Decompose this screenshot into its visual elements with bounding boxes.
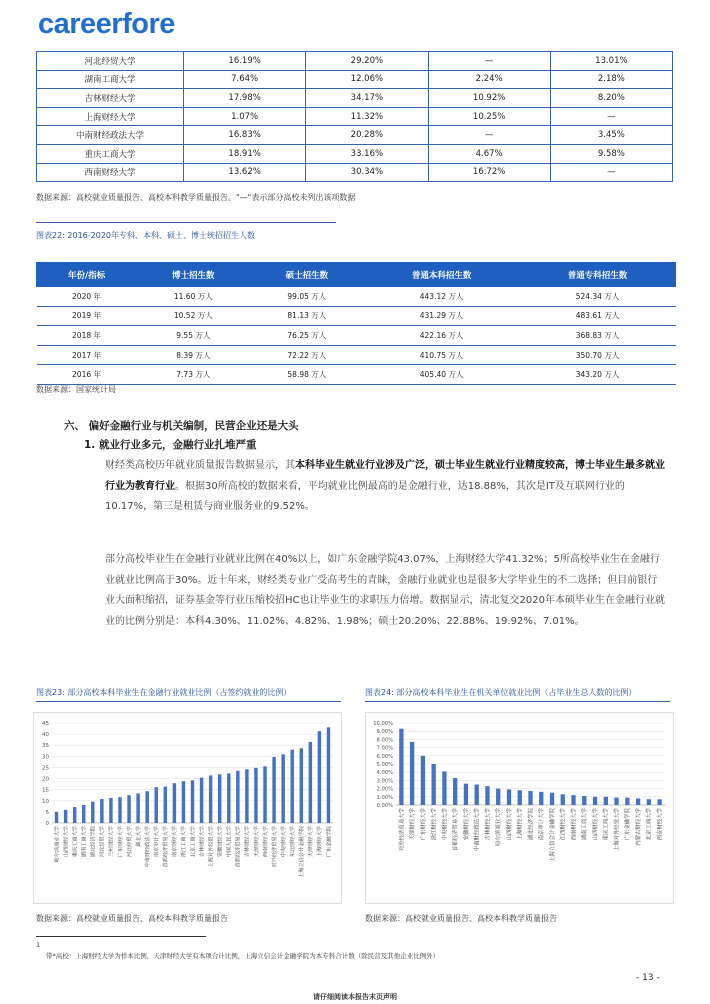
category-label: 北京工商大学: [646, 808, 653, 841]
bar: [453, 778, 457, 805]
value-cell: 2.18%: [550, 70, 672, 89]
category-label: 山西财经大学: [63, 826, 70, 858]
category-label: 对外经济贸易大学: [271, 826, 278, 868]
category-label: 安徽财经大学: [217, 826, 224, 858]
enrollment-cell: 343.20 万人: [520, 365, 676, 385]
y-tick-label: 35: [42, 743, 49, 750]
value-cell: 1.07%: [184, 107, 306, 126]
category-label: 河北经贸大学: [99, 826, 106, 858]
bar: [145, 791, 148, 823]
bar: [254, 768, 257, 823]
bar: [227, 773, 230, 823]
enrollment-cell: 7.73 万人: [137, 365, 251, 385]
value-cell: —: [428, 126, 550, 145]
bar: [410, 742, 414, 805]
bar: [73, 807, 76, 823]
caption-rule: [365, 701, 670, 702]
y-tick-label: 45: [42, 721, 49, 727]
y-tick-label: 6.00%: [376, 753, 393, 760]
category-label: 哈尔滨商业大学: [496, 808, 503, 846]
figure24-source: 数据来源：高校就业质量报告、高校本科教学质量报告: [365, 914, 557, 923]
category-label: 西安财经大学: [657, 808, 664, 841]
bar: [200, 778, 203, 823]
bar: [281, 754, 284, 823]
school-name-cell: 湖南工商大学: [37, 70, 184, 89]
bar: [236, 771, 239, 823]
careerfore-logo: careerfore: [38, 8, 175, 40]
bar: [496, 789, 500, 805]
bar: [571, 795, 575, 805]
table-row: [37, 163, 673, 182]
value-cell: 12.06%: [306, 70, 428, 89]
enrollment-table: [36, 262, 676, 385]
bar: [272, 757, 275, 823]
enrollment-cell: 368.83 万人: [520, 326, 676, 346]
category-label: 上海立信会计金融学院: [549, 808, 556, 862]
y-tick-label: 30: [42, 754, 49, 761]
category-label: 南京财经大学: [172, 826, 179, 858]
value-cell: 16.19%: [184, 52, 306, 71]
bar: [55, 812, 58, 823]
category-label: 中南财经政法大学: [144, 826, 151, 868]
bar: [109, 798, 112, 823]
bar: [636, 798, 640, 805]
category-label: 湖南工商大学: [582, 808, 589, 841]
category-label: 哈尔滨商业大学: [54, 826, 61, 863]
value-cell: —: [428, 52, 550, 71]
bar: [173, 783, 176, 823]
y-tick-label: 25: [42, 765, 49, 772]
figure22-source: 数据来源：国家统计局: [36, 385, 116, 394]
value-cell: 18.91%: [184, 144, 306, 163]
enrollment-cell: 58.98 万人: [250, 365, 364, 385]
figure23-caption: 图表23: 部分高校本科毕业生在金融行业就业比例（占签约就业的比例）: [36, 688, 292, 697]
bar: [614, 798, 618, 805]
enrollment-cell: 443.12 万人: [364, 287, 520, 307]
category-label: 河北经贸大学: [126, 826, 133, 858]
category-label: 重庆工商大学: [72, 826, 79, 858]
category-label: 吉林财经大学: [485, 808, 492, 841]
category-label: 上海财经大学: [517, 808, 524, 841]
bar: [464, 784, 468, 805]
bar: [182, 781, 185, 823]
y-tick-label: 5.00%: [376, 762, 393, 768]
y-tick-label: 7.00%: [376, 745, 393, 752]
value-cell: 9.58%: [550, 144, 672, 163]
category-label: 广东财经大学: [420, 808, 427, 841]
column-header: 硕士招生数: [250, 263, 364, 287]
category-label: 北京工商大学: [190, 826, 197, 858]
figure24-caption: 图表24: 部分高校本科毕业生在机关单位就业比例（占毕业生总人数的比例）: [365, 688, 637, 697]
category-label: 内蒙古财经大学: [635, 808, 642, 846]
y-tick-label: 9.00%: [376, 729, 393, 736]
category-label: 上海对外经贸大学: [614, 808, 621, 852]
enrollment-cell: 410.75 万人: [364, 345, 520, 365]
y-tick-label: 10: [42, 798, 49, 805]
bar: [327, 727, 330, 823]
category-label: 山西财经大学: [592, 808, 599, 841]
enrollment-cell: 524.34 万人: [520, 287, 676, 307]
column-header: 普通本科招生数: [364, 263, 520, 287]
category-label: 中国人民大学: [226, 826, 233, 858]
category-label: 广东金融学院: [326, 826, 333, 858]
category-label: 浙江财经大学: [431, 808, 438, 841]
table-row: [37, 107, 673, 126]
value-cell: 13.62%: [184, 163, 306, 182]
enrollment-cell: 350.70 万人: [520, 345, 676, 365]
y-tick-label: 2.00%: [376, 786, 393, 793]
bar: [318, 731, 321, 823]
bar: [647, 799, 651, 805]
category-label: 湖北大学: [135, 826, 142, 847]
year-cell: 2020 年: [37, 287, 137, 307]
section-subheading: 1. 就业行业多元，金融行业扎堆严重: [84, 439, 257, 451]
bar: [191, 780, 194, 823]
enrollment-cell: 9.55 万人: [137, 326, 251, 346]
value-cell: 4.67%: [428, 144, 550, 163]
category-label: 东北财经大学: [290, 826, 297, 858]
y-tick-label: 5: [45, 809, 49, 816]
school-name-cell: 上海财经大学: [37, 107, 184, 126]
bar: [582, 796, 586, 805]
figure24-svg: [366, 713, 673, 903]
table-row: [37, 89, 673, 108]
bar: [657, 799, 661, 805]
bar: [309, 742, 312, 823]
footer-notice: 请仔细阅读本报告末页声明: [313, 993, 397, 1001]
value-cell: 34.17%: [306, 89, 428, 108]
figure22-caption: 图表22: 2016-2020年专科、本科、硕士、博士统招招生人数: [36, 231, 256, 240]
table-row: [37, 326, 676, 346]
category-label: 南京审计大学: [154, 826, 161, 858]
enrollment-cell: 405.40 万人: [364, 365, 520, 385]
category-label: 首都经济贸易大学: [163, 826, 170, 868]
school-name-cell: 重庆工商大学: [37, 144, 184, 163]
year-cell: 2017 年: [37, 345, 137, 365]
school-name-cell: 中南财经政法大学: [37, 126, 184, 145]
bar: [593, 797, 597, 805]
caption-rule: [36, 222, 336, 223]
enrollment-cell: 76.25 万人: [250, 326, 364, 346]
table-row: [37, 345, 676, 365]
value-cell: 29.20%: [306, 52, 428, 71]
category-label: 湖北经济学院: [528, 808, 535, 841]
bar: [91, 802, 94, 823]
figure24-chart: [365, 712, 674, 904]
category-label: 吉林财经大学: [199, 826, 206, 858]
caption-rule: [36, 701, 341, 702]
value-cell: —: [550, 107, 672, 126]
footnote-text: 带*高校：上海财经大学为样本比例，天津财经大学有本项合计比例，上海立信会计金融学院为本专科合计数（除民营及其他企业比例外）: [46, 952, 440, 960]
bar: [245, 769, 248, 823]
column-header: 年份/指标: [37, 263, 137, 287]
bar: [209, 775, 212, 823]
school-name-cell: 河北经贸大学: [37, 52, 184, 71]
bar: [625, 798, 629, 805]
category-label: 中南财经政法大学: [474, 808, 481, 852]
enrollment-cell: 431.29 万人: [364, 306, 520, 326]
table-row: [37, 306, 676, 326]
bar: [300, 748, 303, 823]
y-tick-label: 10.00%: [373, 721, 393, 727]
category-label: 浙江工商大学: [181, 826, 188, 858]
category-label: 首都经济贸易大学: [235, 826, 242, 868]
bar: [64, 810, 67, 823]
enrollment-cell: 11.60 万人: [137, 287, 251, 307]
value-cell: 30.34%: [306, 163, 428, 182]
y-tick-label: 1.00%: [376, 794, 393, 801]
bar: [507, 789, 511, 805]
bar: [421, 756, 425, 805]
value-cell: 10.92%: [428, 89, 550, 108]
value-cell: 3.45%: [550, 126, 672, 145]
bar: [127, 795, 130, 823]
category-label: 首都经济贸易大学: [453, 808, 460, 852]
bar: [118, 797, 121, 823]
column-header: 博士招生数: [137, 263, 251, 287]
table-row: [37, 126, 673, 145]
enrollment-cell: 10.52 万人: [137, 306, 251, 326]
bar: [442, 771, 446, 805]
value-cell: 17.98%: [184, 89, 306, 108]
value-cell: —: [550, 163, 672, 182]
bar: [475, 785, 479, 806]
paragraph-1-rest: 。根据30所高校的数据来看，平均就业比例最高的是金融行业，达18.88%，其次是IT及互联网行业的10.17%，第三是租赁与商业服务业的9.52%。: [105, 480, 625, 512]
bar: [518, 790, 522, 805]
value-cell: 11.32%: [306, 107, 428, 126]
y-tick-label: 3.00%: [376, 778, 393, 785]
category-label: 重庆工商大学: [603, 808, 610, 841]
bar: [263, 766, 266, 823]
bar: [100, 799, 103, 823]
bar: [528, 791, 532, 805]
bar: [218, 774, 221, 823]
bar: [539, 792, 543, 805]
enrollment-cell: 422.16 万人: [364, 326, 520, 346]
enrollment-cell: 81.13 万人: [250, 306, 364, 326]
value-cell: 13.01%: [550, 52, 672, 71]
bar: [290, 750, 293, 823]
category-label: 对外经济贸易大学: [399, 808, 406, 852]
bar: [136, 793, 139, 823]
enrollment-cell: 8.39 万人: [137, 345, 251, 365]
enrollment-cell: 72.22 万人: [250, 345, 364, 365]
value-cell: 33.16%: [306, 144, 428, 163]
category-label: 山西财经大学: [506, 808, 513, 841]
bar: [82, 805, 85, 823]
bar: [550, 793, 554, 805]
value-cell: 16.72%: [428, 163, 550, 182]
school-name-cell: 西南财经大学: [37, 163, 184, 182]
bar: [399, 729, 403, 805]
category-label: 中央财经大学: [280, 826, 287, 858]
page-number: - 13 -: [636, 973, 660, 983]
table-row: [37, 365, 676, 385]
table-row: [37, 52, 673, 71]
finance-employment-table: [36, 51, 673, 182]
y-tick-label: 8.00%: [376, 737, 393, 744]
section-heading: 六、 偏好金融行业与机关编制，民营企业还是大头: [64, 420, 299, 432]
value-cell: 8.20%: [550, 89, 672, 108]
paragraph-1: [105, 456, 665, 518]
value-cell: 10.25%: [428, 107, 550, 126]
y-tick-label: 4.00%: [376, 770, 393, 777]
figure23-chart: [33, 712, 342, 904]
category-label: 湖南工商大学: [81, 826, 88, 858]
figure23-source: 数据来源：高校就业质量报告、高校本科教学质量报告: [36, 914, 228, 923]
value-cell: 20.28%: [306, 126, 428, 145]
category-label: 南京审计大学: [539, 808, 546, 841]
bar: [432, 764, 436, 805]
y-tick-label: 0.00%: [376, 803, 393, 809]
bar: [561, 794, 565, 805]
table-row: [37, 144, 673, 163]
enrollment-cell: 99.05 万人: [250, 287, 364, 307]
table-row: [37, 70, 673, 89]
category-label: 广东财经大学: [117, 826, 124, 858]
table-source-note: 数据来源：高校就业质量报告、高校本科教学质量报告。"—"表示部分高校未列出该项数据: [36, 193, 356, 202]
y-tick-label: 20: [42, 776, 49, 783]
year-cell: 2019 年: [37, 306, 137, 326]
bar: [485, 786, 489, 805]
paragraph-1-emphasis: 本科毕业生就业行业涉及广泛，硕士毕业生就业行业精度较高，博士毕业生最多就业行业为教育行业: [105, 460, 665, 492]
category-label: 上海财经大学: [317, 826, 324, 858]
paragraph-2: 部分高校毕业生在金融行业就业比例在40%以上，如广东金融学院43.07%，上海财经大学41.32%；5所高校毕业生在金融行业就业比例高于30%。近十年来，财经类专业广受高考生的青睐，金融行业就业也是很多大学毕业生的不二选择；但目前银行业大面积缩招，证券基金等行业压缩校招HC也让毕业生的求职压力倍增。数据显示，清北复交2020年本硕毕业生在金融行业就业的比例分别是：本科4.30%、11.02%、4.82%、1.98%；硕士20.20%、22.88%、19.92%、7.01%。: [105, 554, 665, 627]
y-tick-label: 40: [42, 732, 49, 739]
category-label: 上海对外经贸大学: [208, 826, 215, 868]
category-label: 安徽财经大学: [463, 808, 470, 841]
table-row: [37, 287, 676, 307]
footnote-rule: [36, 936, 206, 937]
category-label: 西南财经大学: [262, 826, 269, 858]
paragraph-1-text: 财经类高校历年就业质量报告数据显示，其: [105, 460, 295, 471]
category-label: 天津财经大学: [410, 808, 417, 841]
category-label: 吉林财经大学: [244, 826, 251, 858]
category-label: 广东金融学院: [625, 808, 632, 841]
year-cell: 2018 年: [37, 326, 137, 346]
category-label: 西南财经大学: [571, 808, 578, 841]
footnote-marker: 1: [36, 941, 41, 949]
enrollment-cell: 483.61 万人: [520, 306, 676, 326]
value-cell: 7.64%: [184, 70, 306, 89]
bar: [155, 787, 158, 823]
year-cell: 2016 年: [37, 365, 137, 385]
figure23-svg: [34, 713, 341, 903]
y-tick-label: 0: [45, 821, 49, 827]
category-label: 天津财经大学: [308, 826, 315, 858]
school-name-cell: 吉林财经大学: [37, 89, 184, 108]
category-label: 江西财经大学: [560, 808, 567, 841]
category-label: 中央财经大学: [442, 808, 449, 841]
category-label: 上海立信会计金融学院: [299, 826, 306, 878]
column-header: 普通专科招生数: [520, 263, 676, 287]
value-cell: 16.83%: [184, 126, 306, 145]
y-tick-label: 15: [42, 787, 49, 794]
category-label: 湖北经济学院: [90, 826, 97, 858]
bar: [164, 787, 167, 823]
value-cell: 2.24%: [428, 70, 550, 89]
category-label: 天津财经大学: [253, 826, 260, 858]
bar: [604, 797, 608, 805]
category-label: 兰州财经大学: [108, 826, 115, 858]
